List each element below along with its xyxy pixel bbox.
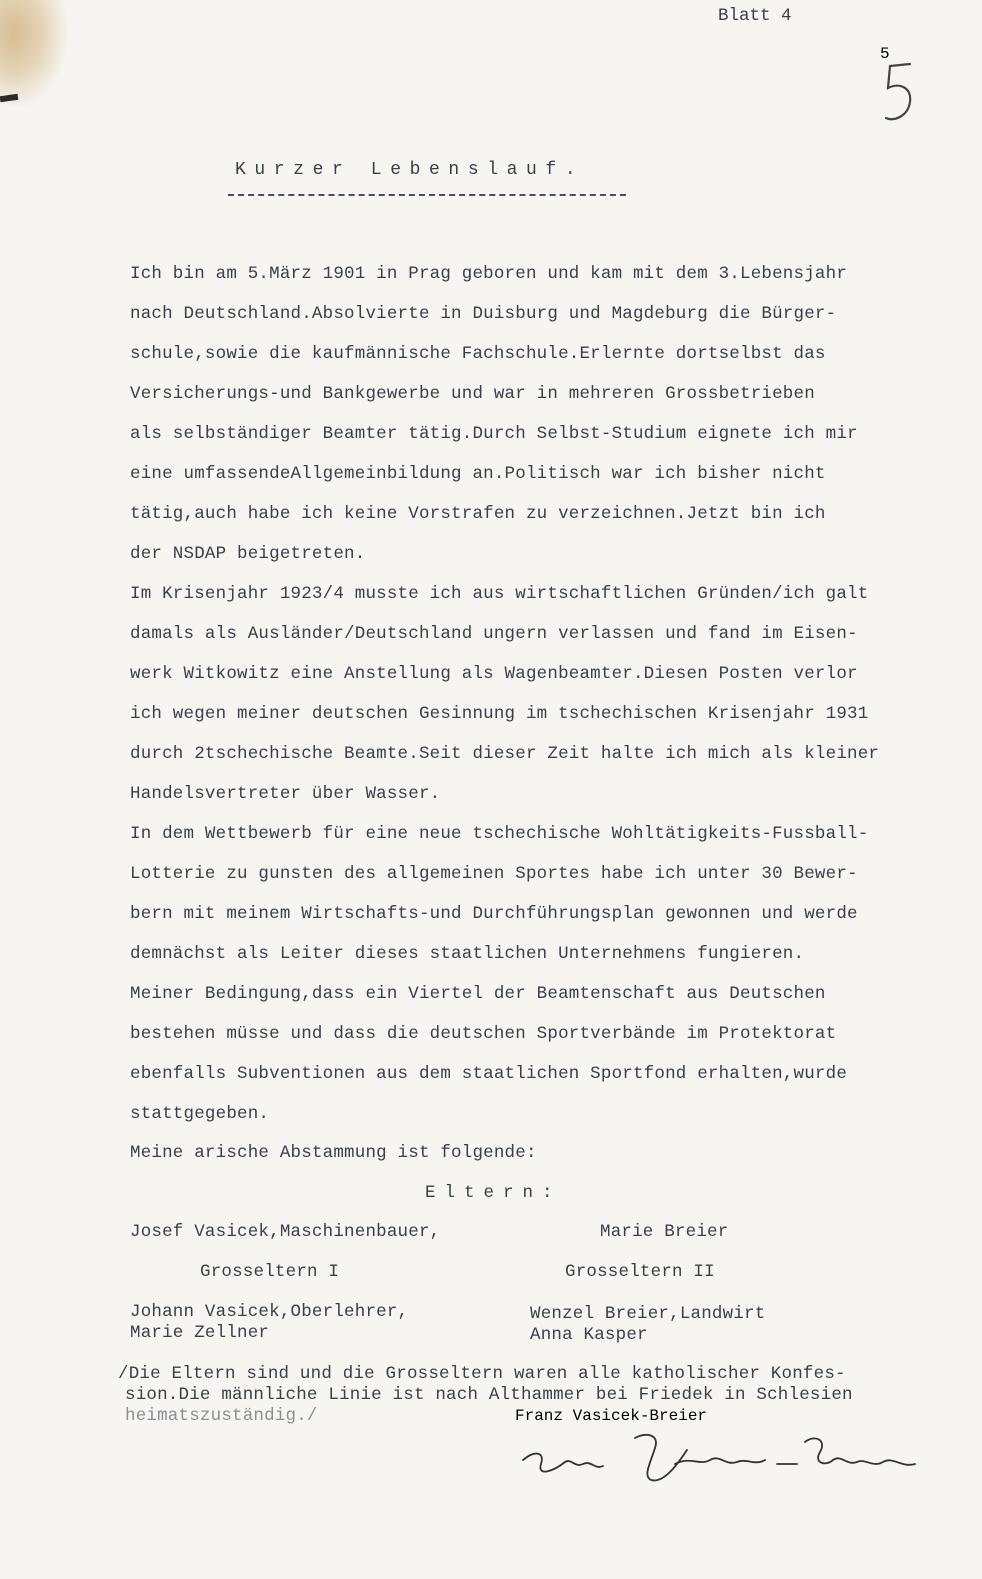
body-line: Meine arische Abstammung ist folgende:	[130, 1143, 537, 1163]
body-line: nach Deutschland.Absolvierte in Duisburg und Magdeburg die Bürger-	[130, 304, 837, 324]
mother-entry: Marie Breier	[600, 1222, 729, 1242]
body-line: Im Krisenjahr 1923/4 musste ich aus wirtschaftlichen Gründen/ich galt	[130, 584, 869, 604]
body-line: Handelsvertreter über Wasser.	[130, 784, 441, 804]
grandparents-1-heading: Grosseltern I	[200, 1262, 340, 1282]
body-line: Lotterie zu gunsten des allgemeinen Sportes habe ich unter 30 Bewer-	[130, 864, 858, 884]
body-line: bern mit meinem Wirtschafts-und Durchführungsplan gewonnen und werde	[130, 904, 858, 924]
body-line: In dem Wettbewerb für eine neue tschechische Wohltätigkeits-Fussball-	[130, 824, 869, 844]
father-entry: Josef Vasicek,Maschinenbauer,	[130, 1222, 441, 1242]
body-line: durch 2tschechische Beamte.Seit dieser Zeit halte ich mich als kleiner	[130, 744, 880, 764]
body-line: demnächst als Leiter dieses staatlichen Unternehmens fungieren.	[130, 944, 805, 964]
body-line: damals als Ausländer/Deutschland ungern verlassen und fand im Eisen-	[130, 624, 858, 644]
handwritten-page-number	[880, 45, 920, 128]
footnote-line: /Die Eltern sind und die Grosseltern waren alle katholischer Konfes-	[118, 1364, 846, 1384]
footnote-line: heimatszuständig./	[125, 1406, 318, 1426]
svg-text:Franz Vasicek-Breier: Franz Vasicek-Breier	[515, 1407, 708, 1425]
eltern-heading: Eltern:	[425, 1183, 562, 1203]
body-line: Versicherungs-und Bankgewerbe und war in mehreren Grossbetrieben	[130, 384, 815, 404]
body-line: eine umfassendeAllgemeinbildung an.Politisch war ich bisher nicht	[130, 464, 826, 484]
page-label: Blatt 4	[718, 6, 792, 26]
svg-text:5: 5	[880, 45, 890, 63]
paper-stain	[0, 0, 70, 110]
footnote-line: sion.Die männliche Linie ist nach Althammer bei Friedek in Schlesien	[125, 1385, 853, 1405]
grandparent-entry: Marie Zellner	[130, 1323, 270, 1343]
body-line: werk Witkowitz eine Anstellung als Wagenbeamter.Diesen Posten verlor	[130, 664, 858, 684]
document-title: Kurzer Lebenslauf.	[235, 160, 585, 180]
grandparent-entry: Anna Kasper	[530, 1325, 648, 1345]
handwritten-signature	[515, 1407, 935, 1500]
body-line: ich wegen meiner deutschen Gesinnung im tschechischen Krisenjahr 1931	[130, 704, 869, 724]
body-line: Meiner Bedingung,dass ein Viertel der Beamtenschaft aus Deutschen	[130, 984, 826, 1004]
grandparent-entry: Johann Vasicek,Oberlehrer,	[130, 1302, 409, 1322]
title-underline	[228, 194, 626, 196]
body-line: tätig,auch habe ich keine Vorstrafen zu verzeichnen.Jetzt bin ich	[130, 504, 826, 524]
grandparent-entry: Wenzel Breier,Landwirt	[530, 1304, 766, 1324]
body-line: der NSDAP beigetreten.	[130, 544, 366, 564]
grandparents-2-heading: Grosseltern II	[565, 1262, 715, 1282]
body-line: stattgegeben.	[130, 1104, 270, 1124]
body-line: ebenfalls Subventionen aus dem staatlichen Sportfond erhalten,wurde	[130, 1064, 848, 1084]
body-line: als selbständiger Beamter tätig.Durch Selbst-Studium eignete ich mir	[130, 424, 858, 444]
body-line: bestehen müsse und dass die deutschen Sportverbände im Protektorat	[130, 1024, 837, 1044]
body-line: Ich bin am 5.März 1901 in Prag geboren und kam mit dem 3.Lebensjahr	[130, 264, 848, 284]
body-line: schule,sowie die kaufmännische Fachschule.Erlernte dortselbst das	[130, 344, 826, 364]
